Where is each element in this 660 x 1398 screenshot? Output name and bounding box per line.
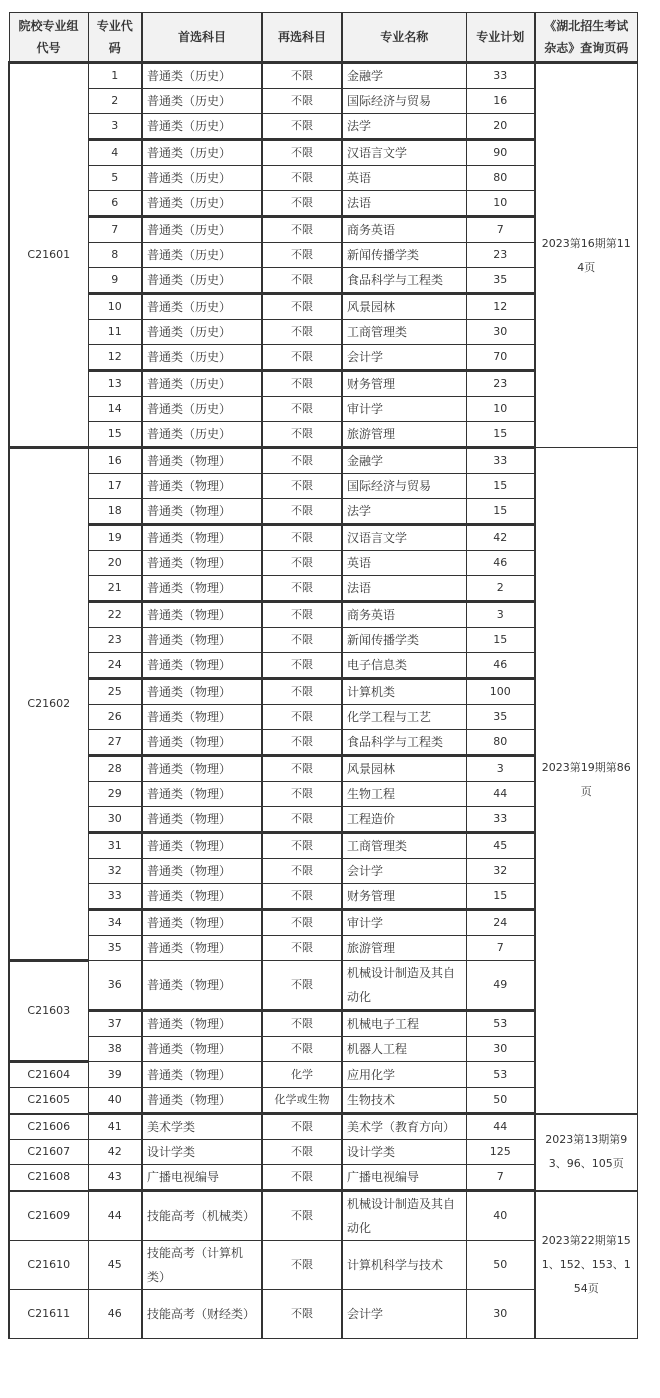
major-code-cell: 45 bbox=[88, 1241, 142, 1290]
major-code-cell: 2 bbox=[88, 89, 142, 114]
plan-cell: 15 bbox=[466, 422, 535, 448]
major-code-cell: 33 bbox=[88, 884, 142, 910]
major-name-cell: 英语 bbox=[342, 551, 466, 576]
second-subject-cell: 不限 bbox=[262, 705, 342, 730]
second-subject-cell: 不限 bbox=[262, 345, 342, 371]
plan-cell: 50 bbox=[466, 1088, 535, 1114]
group-code-cell: C21610 bbox=[9, 1241, 88, 1290]
second-subject-cell: 化学或生物 bbox=[262, 1088, 342, 1114]
first-subject-cell: 广播电视编导 bbox=[142, 1165, 262, 1191]
first-subject-cell: 普通类（物理） bbox=[142, 730, 262, 756]
major-name-cell: 法语 bbox=[342, 191, 466, 217]
second-subject-cell: 化学 bbox=[262, 1062, 342, 1088]
second-subject-cell: 不限 bbox=[262, 936, 342, 961]
plan-cell: 35 bbox=[466, 268, 535, 294]
second-subject-cell: 不限 bbox=[262, 1165, 342, 1191]
plan-cell: 7 bbox=[466, 936, 535, 961]
first-subject-cell: 普通类（物理） bbox=[142, 602, 262, 628]
major-name-cell: 食品科学与工程类 bbox=[342, 268, 466, 294]
major-code-cell: 25 bbox=[88, 679, 142, 705]
first-subject-cell: 普通类（物理） bbox=[142, 1037, 262, 1062]
plan-cell: 23 bbox=[466, 371, 535, 397]
first-subject-cell: 普通类（物理） bbox=[142, 474, 262, 499]
plan-cell: 125 bbox=[466, 1140, 535, 1165]
plan-cell: 90 bbox=[466, 140, 535, 166]
first-subject-cell: 普通类（物理） bbox=[142, 833, 262, 859]
major-code-cell: 4 bbox=[88, 140, 142, 166]
plan-cell: 44 bbox=[466, 782, 535, 807]
second-subject-cell: 不限 bbox=[262, 910, 342, 936]
plan-cell: 80 bbox=[466, 730, 535, 756]
major-code-cell: 34 bbox=[88, 910, 142, 936]
major-code-cell: 26 bbox=[88, 705, 142, 730]
group-code-cell: C21603 bbox=[9, 961, 88, 1062]
first-subject-cell: 普通类（物理） bbox=[142, 705, 262, 730]
second-subject-cell: 不限 bbox=[262, 653, 342, 679]
first-subject-cell: 普通类（物理） bbox=[142, 756, 262, 782]
major-code-cell: 40 bbox=[88, 1088, 142, 1114]
plan-cell: 20 bbox=[466, 114, 535, 140]
major-name-cell: 国际经济与贸易 bbox=[342, 89, 466, 114]
major-name-cell: 法学 bbox=[342, 499, 466, 525]
first-subject-cell: 普通类（物理） bbox=[142, 499, 262, 525]
plan-cell: 15 bbox=[466, 499, 535, 525]
first-subject-cell: 普通类（历史） bbox=[142, 397, 262, 422]
plan-cell: 32 bbox=[466, 859, 535, 884]
major-name-cell: 设计学类 bbox=[342, 1140, 466, 1165]
second-subject-cell: 不限 bbox=[262, 807, 342, 833]
second-subject-cell: 不限 bbox=[262, 140, 342, 166]
major-code-cell: 9 bbox=[88, 268, 142, 294]
major-name-cell: 金融学 bbox=[342, 63, 466, 89]
header-first-subject: 首选科目 bbox=[142, 13, 262, 63]
major-name-cell: 商务英语 bbox=[342, 217, 466, 243]
first-subject-cell: 普通类（物理） bbox=[142, 910, 262, 936]
major-code-cell: 36 bbox=[88, 961, 142, 1011]
second-subject-cell: 不限 bbox=[262, 1011, 342, 1037]
major-code-cell: 11 bbox=[88, 320, 142, 345]
plan-cell: 33 bbox=[466, 63, 535, 89]
first-subject-cell: 普通类（历史） bbox=[142, 191, 262, 217]
first-subject-cell: 普通类（物理） bbox=[142, 653, 262, 679]
first-subject-cell: 普通类（物理） bbox=[142, 936, 262, 961]
first-subject-cell: 普通类（历史） bbox=[142, 422, 262, 448]
major-code-cell: 46 bbox=[88, 1290, 142, 1339]
admission-plan-table-container bbox=[8, 12, 636, 1339]
first-subject-cell: 普通类（物理） bbox=[142, 679, 262, 705]
major-name-cell: 旅游管理 bbox=[342, 422, 466, 448]
first-subject-cell: 技能高考（计算机类） bbox=[142, 1241, 262, 1290]
major-code-cell: 15 bbox=[88, 422, 142, 448]
major-code-cell: 14 bbox=[88, 397, 142, 422]
major-name-cell: 审计学 bbox=[342, 397, 466, 422]
plan-cell: 53 bbox=[466, 1011, 535, 1037]
second-subject-cell: 不限 bbox=[262, 730, 342, 756]
plan-cell: 3 bbox=[466, 602, 535, 628]
major-name-cell: 财务管理 bbox=[342, 884, 466, 910]
plan-cell: 10 bbox=[466, 191, 535, 217]
table-body bbox=[9, 63, 637, 1339]
major-code-cell: 7 bbox=[88, 217, 142, 243]
table-row bbox=[9, 1114, 637, 1140]
second-subject-cell: 不限 bbox=[262, 474, 342, 499]
plan-cell: 2 bbox=[466, 576, 535, 602]
second-subject-cell: 不限 bbox=[262, 371, 342, 397]
major-name-cell: 汉语言文学 bbox=[342, 525, 466, 551]
major-code-cell: 42 bbox=[88, 1140, 142, 1165]
second-subject-cell: 不限 bbox=[262, 320, 342, 345]
page-ref-cell: 2023第16期第114页 bbox=[535, 63, 637, 448]
group-code-cell: C21609 bbox=[9, 1191, 88, 1241]
group-code-cell: C21607 bbox=[9, 1140, 88, 1165]
major-code-cell: 24 bbox=[88, 653, 142, 679]
group-code-cell: C21605 bbox=[9, 1088, 88, 1114]
major-code-cell: 30 bbox=[88, 807, 142, 833]
header-major-code: 专业代码 bbox=[88, 13, 142, 63]
page-ref-cell: 2023第13期第93、96、105页 bbox=[535, 1114, 637, 1191]
second-subject-cell: 不限 bbox=[262, 114, 342, 140]
major-name-cell: 新闻传播学类 bbox=[342, 243, 466, 268]
header-group-code: 院校专业组代号 bbox=[9, 13, 88, 63]
plan-cell: 30 bbox=[466, 320, 535, 345]
major-name-cell: 电子信息类 bbox=[342, 653, 466, 679]
plan-cell: 3 bbox=[466, 756, 535, 782]
second-subject-cell: 不限 bbox=[262, 1241, 342, 1290]
second-subject-cell: 不限 bbox=[262, 166, 342, 191]
first-subject-cell: 普通类（历史） bbox=[142, 89, 262, 114]
plan-cell: 46 bbox=[466, 653, 535, 679]
second-subject-cell: 不限 bbox=[262, 782, 342, 807]
major-code-cell: 35 bbox=[88, 936, 142, 961]
second-subject-cell: 不限 bbox=[262, 833, 342, 859]
header-second-subject: 再选科目 bbox=[262, 13, 342, 63]
plan-cell: 7 bbox=[466, 1165, 535, 1191]
second-subject-cell: 不限 bbox=[262, 397, 342, 422]
plan-cell: 33 bbox=[466, 807, 535, 833]
second-subject-cell: 不限 bbox=[262, 756, 342, 782]
major-name-cell: 机械电子工程 bbox=[342, 1011, 466, 1037]
plan-cell: 100 bbox=[466, 679, 535, 705]
major-code-cell: 13 bbox=[88, 371, 142, 397]
major-name-cell: 新闻传播学类 bbox=[342, 628, 466, 653]
first-subject-cell: 普通类（历史） bbox=[142, 217, 262, 243]
major-name-cell: 计算机类 bbox=[342, 679, 466, 705]
plan-cell: 35 bbox=[466, 705, 535, 730]
group-code-cell: C21604 bbox=[9, 1062, 88, 1088]
major-name-cell: 金融学 bbox=[342, 448, 466, 474]
first-subject-cell: 普通类（物理） bbox=[142, 448, 262, 474]
first-subject-cell: 普通类（物理） bbox=[142, 525, 262, 551]
second-subject-cell: 不限 bbox=[262, 422, 342, 448]
second-subject-cell: 不限 bbox=[262, 961, 342, 1011]
page-ref-cell: 2023第22期第151、152、153、154页 bbox=[535, 1191, 637, 1339]
first-subject-cell: 普通类（物理） bbox=[142, 859, 262, 884]
major-code-cell: 37 bbox=[88, 1011, 142, 1037]
first-subject-cell: 技能高考（财经类） bbox=[142, 1290, 262, 1339]
second-subject-cell: 不限 bbox=[262, 294, 342, 320]
first-subject-cell: 技能高考（机械类） bbox=[142, 1191, 262, 1241]
major-name-cell: 生物技术 bbox=[342, 1088, 466, 1114]
first-subject-cell: 美术学类 bbox=[142, 1114, 262, 1140]
second-subject-cell: 不限 bbox=[262, 268, 342, 294]
first-subject-cell: 普通类（物理） bbox=[142, 1062, 262, 1088]
plan-cell: 44 bbox=[466, 1114, 535, 1140]
major-name-cell: 商务英语 bbox=[342, 602, 466, 628]
second-subject-cell: 不限 bbox=[262, 628, 342, 653]
major-code-cell: 6 bbox=[88, 191, 142, 217]
major-name-cell: 工商管理类 bbox=[342, 833, 466, 859]
major-name-cell: 工程造价 bbox=[342, 807, 466, 833]
major-name-cell: 机械设计制造及其自动化 bbox=[342, 961, 466, 1011]
plan-cell: 49 bbox=[466, 961, 535, 1011]
plan-cell: 15 bbox=[466, 474, 535, 499]
plan-cell: 12 bbox=[466, 294, 535, 320]
major-code-cell: 39 bbox=[88, 1062, 142, 1088]
plan-cell: 23 bbox=[466, 243, 535, 268]
major-name-cell: 英语 bbox=[342, 166, 466, 191]
second-subject-cell: 不限 bbox=[262, 1290, 342, 1339]
first-subject-cell: 普通类（历史） bbox=[142, 140, 262, 166]
plan-cell: 15 bbox=[466, 628, 535, 653]
major-name-cell: 旅游管理 bbox=[342, 936, 466, 961]
major-code-cell: 41 bbox=[88, 1114, 142, 1140]
major-name-cell: 法语 bbox=[342, 576, 466, 602]
group-code-cell: C21611 bbox=[9, 1290, 88, 1339]
major-code-cell: 23 bbox=[88, 628, 142, 653]
second-subject-cell: 不限 bbox=[262, 1191, 342, 1241]
major-name-cell: 生物工程 bbox=[342, 782, 466, 807]
major-code-cell: 10 bbox=[88, 294, 142, 320]
plan-cell: 7 bbox=[466, 217, 535, 243]
major-code-cell: 22 bbox=[88, 602, 142, 628]
first-subject-cell: 普通类（物理） bbox=[142, 961, 262, 1011]
second-subject-cell: 不限 bbox=[262, 1037, 342, 1062]
header-plan: 专业计划 bbox=[466, 13, 535, 63]
header-major-name: 专业名称 bbox=[342, 13, 466, 63]
first-subject-cell: 普通类（物理） bbox=[142, 1088, 262, 1114]
second-subject-cell: 不限 bbox=[262, 884, 342, 910]
major-name-cell: 会计学 bbox=[342, 345, 466, 371]
second-subject-cell: 不限 bbox=[262, 1114, 342, 1140]
second-subject-cell: 不限 bbox=[262, 448, 342, 474]
second-subject-cell: 不限 bbox=[262, 551, 342, 576]
second-subject-cell: 不限 bbox=[262, 89, 342, 114]
major-code-cell: 17 bbox=[88, 474, 142, 499]
major-name-cell: 汉语言文学 bbox=[342, 140, 466, 166]
major-name-cell: 食品科学与工程类 bbox=[342, 730, 466, 756]
major-code-cell: 16 bbox=[88, 448, 142, 474]
second-subject-cell: 不限 bbox=[262, 499, 342, 525]
major-code-cell: 38 bbox=[88, 1037, 142, 1062]
plan-cell: 45 bbox=[466, 833, 535, 859]
first-subject-cell: 普通类（物理） bbox=[142, 782, 262, 807]
major-code-cell: 3 bbox=[88, 114, 142, 140]
first-subject-cell: 普通类（历史） bbox=[142, 114, 262, 140]
major-code-cell: 32 bbox=[88, 859, 142, 884]
second-subject-cell: 不限 bbox=[262, 243, 342, 268]
group-code-cell: C21608 bbox=[9, 1165, 88, 1191]
major-name-cell: 广播电视编导 bbox=[342, 1165, 466, 1191]
major-code-cell: 31 bbox=[88, 833, 142, 859]
plan-cell: 30 bbox=[466, 1037, 535, 1062]
second-subject-cell: 不限 bbox=[262, 679, 342, 705]
plan-cell: 50 bbox=[466, 1241, 535, 1290]
first-subject-cell: 普通类（历史） bbox=[142, 345, 262, 371]
first-subject-cell: 普通类（历史） bbox=[142, 320, 262, 345]
major-name-cell: 工商管理类 bbox=[342, 320, 466, 345]
second-subject-cell: 不限 bbox=[262, 859, 342, 884]
major-code-cell: 8 bbox=[88, 243, 142, 268]
header-page-ref: 《湖北招生考试杂志》查询页码 bbox=[535, 13, 637, 63]
major-code-cell: 12 bbox=[88, 345, 142, 371]
major-name-cell: 会计学 bbox=[342, 1290, 466, 1339]
plan-cell: 42 bbox=[466, 525, 535, 551]
major-name-cell: 机械设计制造及其自动化 bbox=[342, 1191, 466, 1241]
plan-cell: 33 bbox=[466, 448, 535, 474]
major-code-cell: 43 bbox=[88, 1165, 142, 1191]
major-name-cell: 计算机科学与技术 bbox=[342, 1241, 466, 1290]
plan-cell: 16 bbox=[466, 89, 535, 114]
first-subject-cell: 普通类（物理） bbox=[142, 551, 262, 576]
table-row bbox=[9, 1191, 637, 1241]
plan-cell: 40 bbox=[466, 1191, 535, 1241]
plan-cell: 30 bbox=[466, 1290, 535, 1339]
group-code-cell: C21602 bbox=[9, 448, 88, 961]
major-code-cell: 44 bbox=[88, 1191, 142, 1241]
second-subject-cell: 不限 bbox=[262, 63, 342, 89]
major-code-cell: 1 bbox=[88, 63, 142, 89]
first-subject-cell: 普通类（物理） bbox=[142, 628, 262, 653]
major-name-cell: 财务管理 bbox=[342, 371, 466, 397]
second-subject-cell: 不限 bbox=[262, 1140, 342, 1165]
major-name-cell: 审计学 bbox=[342, 910, 466, 936]
second-subject-cell: 不限 bbox=[262, 217, 342, 243]
first-subject-cell: 普通类（物理） bbox=[142, 576, 262, 602]
major-name-cell: 机器人工程 bbox=[342, 1037, 466, 1062]
first-subject-cell: 普通类（历史） bbox=[142, 166, 262, 191]
table-row bbox=[9, 63, 637, 89]
group-code-cell: C21601 bbox=[9, 63, 88, 448]
major-name-cell: 美术学（教育方向） bbox=[342, 1114, 466, 1140]
major-code-cell: 5 bbox=[88, 166, 142, 191]
major-name-cell: 应用化学 bbox=[342, 1062, 466, 1088]
first-subject-cell: 普通类（历史） bbox=[142, 371, 262, 397]
major-name-cell: 法学 bbox=[342, 114, 466, 140]
group-code-cell: C21606 bbox=[9, 1114, 88, 1140]
major-code-cell: 27 bbox=[88, 730, 142, 756]
major-code-cell: 29 bbox=[88, 782, 142, 807]
second-subject-cell: 不限 bbox=[262, 602, 342, 628]
plan-cell: 70 bbox=[466, 345, 535, 371]
second-subject-cell: 不限 bbox=[262, 525, 342, 551]
first-subject-cell: 普通类（历史） bbox=[142, 294, 262, 320]
first-subject-cell: 普通类（物理） bbox=[142, 1011, 262, 1037]
page-ref-cell: 2023第19期第86页 bbox=[535, 448, 637, 1114]
plan-cell: 46 bbox=[466, 551, 535, 576]
header-row bbox=[9, 13, 637, 63]
first-subject-cell: 普通类（历史） bbox=[142, 268, 262, 294]
major-code-cell: 21 bbox=[88, 576, 142, 602]
admission-plan-table bbox=[8, 12, 638, 1339]
major-name-cell: 会计学 bbox=[342, 859, 466, 884]
plan-cell: 15 bbox=[466, 884, 535, 910]
plan-cell: 24 bbox=[466, 910, 535, 936]
major-code-cell: 18 bbox=[88, 499, 142, 525]
major-name-cell: 风景园林 bbox=[342, 294, 466, 320]
first-subject-cell: 设计学类 bbox=[142, 1140, 262, 1165]
second-subject-cell: 不限 bbox=[262, 191, 342, 217]
major-name-cell: 化学工程与工艺 bbox=[342, 705, 466, 730]
major-name-cell: 风景园林 bbox=[342, 756, 466, 782]
first-subject-cell: 普通类（历史） bbox=[142, 63, 262, 89]
plan-cell: 53 bbox=[466, 1062, 535, 1088]
first-subject-cell: 普通类（历史） bbox=[142, 243, 262, 268]
plan-cell: 10 bbox=[466, 397, 535, 422]
major-code-cell: 20 bbox=[88, 551, 142, 576]
table-row bbox=[9, 448, 637, 474]
second-subject-cell: 不限 bbox=[262, 576, 342, 602]
major-code-cell: 28 bbox=[88, 756, 142, 782]
major-code-cell: 19 bbox=[88, 525, 142, 551]
first-subject-cell: 普通类（物理） bbox=[142, 884, 262, 910]
major-name-cell: 国际经济与贸易 bbox=[342, 474, 466, 499]
first-subject-cell: 普通类（物理） bbox=[142, 807, 262, 833]
plan-cell: 80 bbox=[466, 166, 535, 191]
